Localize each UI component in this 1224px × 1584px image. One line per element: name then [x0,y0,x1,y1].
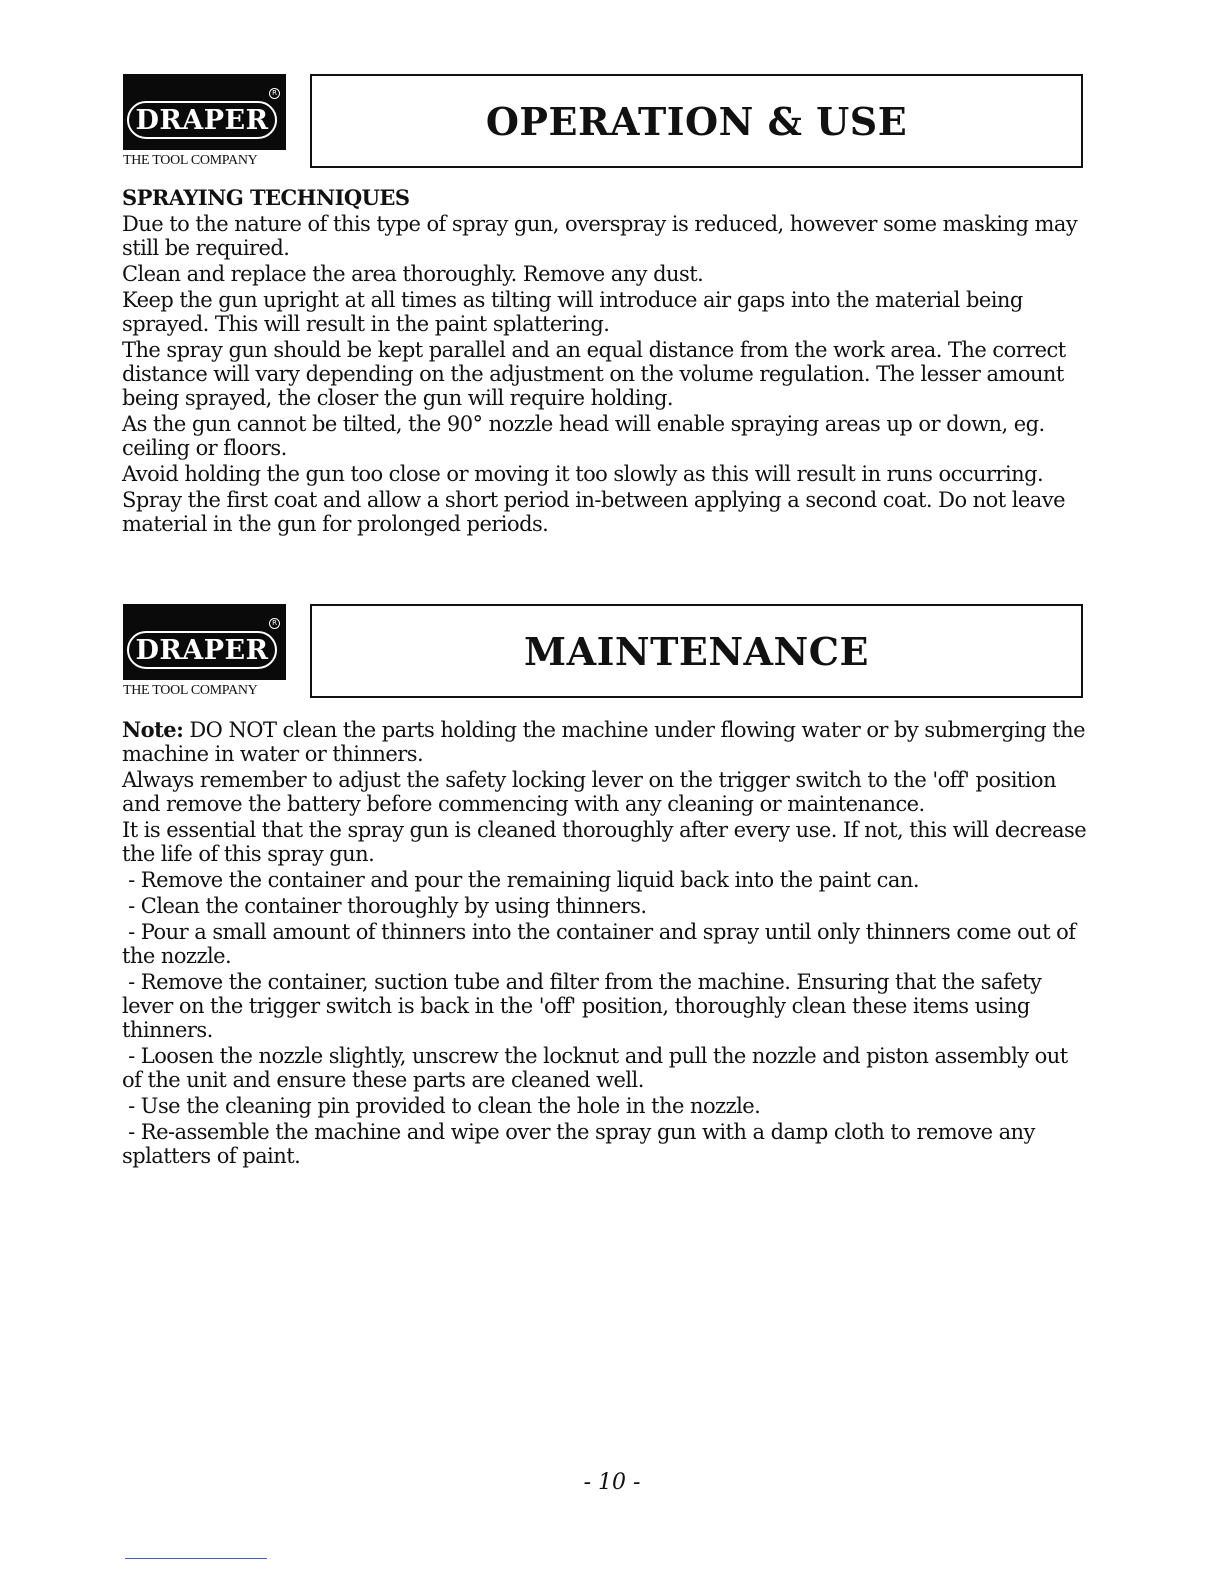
operation-paragraph: The spray gun should be kept parallel and an equal distance from the work area. The correct distance will vary depending on the adjustment on the volume regulation. The lesser amount being sprayed, the closer the gun will require holding. [122,338,1066,410]
logo-brand: DRAPER [135,104,269,136]
maintenance-note [122,718,1087,766]
maintenance-step: - Re-assemble the machine and wipe over the spray gun with a damp cloth to remove any splatters of paint. [122,1120,1041,1168]
maintenance-paragraph: It is essential that the spray gun is cleaned thoroughly after every use. If not, this will decrease the life of this spray gun. [122,818,1087,866]
maintenance-title-box [310,604,1083,698]
logo-oval [127,101,277,139]
draper-logo [123,74,286,170]
registered-mark: R [269,88,280,99]
note-label: Note: [122,717,184,742]
spraying-techniques-heading: SPRAYING TECHNIQUES [122,185,410,210]
operation-header [123,74,1083,170]
operation-paragraph: Avoid holding the gun too close or moving it too slowly as this will result in runs occurring. [122,462,1044,486]
registered-mark: R [269,618,280,629]
maintenance-step: - Remove the container, suction tube and filter from the machine. Ensuring that the safety lever on the trigger switch is back in the 'off' position, thoroughly clean these items using thinners. [122,970,1048,1042]
footer-divider [125,1558,267,1559]
maintenance-paragraph: Always remember to adjust the safety locking lever on the trigger switch to the 'off' position and remove the battery before commencing with any cleaning or maintenance. [122,768,1056,816]
logo-oval [127,631,277,669]
note-text: DO NOT clean the parts holding the machine under flowing water or by submerging the machine in water or thinners. [122,718,1085,766]
maintenance-step: - Pour a small amount of thinners into the container and spray until only thinners come out of the nozzle. [122,920,1082,968]
maintenance-title: MAINTENANCE [524,628,869,674]
logo-tagline: THE TOOL COMPANY [123,153,258,168]
operation-title-box [310,74,1083,168]
operation-paragraph: Keep the gun upright at all times as tilting will introduce air gaps into the material being sprayed. This will result in the paint splattering. [122,288,1023,336]
maintenance-header [123,604,1083,700]
maintenance-step: - Loosen the nozzle slightly, unscrew the locknut and pull the nozzle and piston assembly out of the unit and ensure these parts are cleaned well. [122,1044,1074,1092]
page-number: - 10 - [583,1470,641,1495]
logo-brand: DRAPER [135,634,269,666]
operation-paragraph: Clean and replace the area thoroughly. Remove any dust. [122,262,704,286]
operation-paragraph: As the gun cannot be tilted, the 90° nozzle head will enable spraying areas up or down, eg. ceiling or floors. [122,412,1045,460]
maintenance-content [122,718,1087,1170]
draper-logo [123,604,286,700]
operation-content [122,186,1087,538]
logo-tagline: THE TOOL COMPANY [123,683,258,698]
operation-title: OPERATION & USE [485,98,908,144]
operation-paragraph: Due to the nature of this type of spray gun, overspray is reduced, however some masking may still be required. [122,212,1078,260]
maintenance-step: - Remove the container and pour the remaining liquid back into the paint can. [122,868,919,892]
maintenance-step: - Use the cleaning pin provided to clean the hole in the nozzle. [122,1094,761,1118]
maintenance-step: - Clean the container thoroughly by using thinners. [122,894,647,918]
logo-box [123,74,286,150]
operation-paragraph: Spray the first coat and allow a short period in-between applying a second coat. Do not leave material in the gun for prolonged periods. [122,488,1065,536]
logo-box [123,604,286,680]
